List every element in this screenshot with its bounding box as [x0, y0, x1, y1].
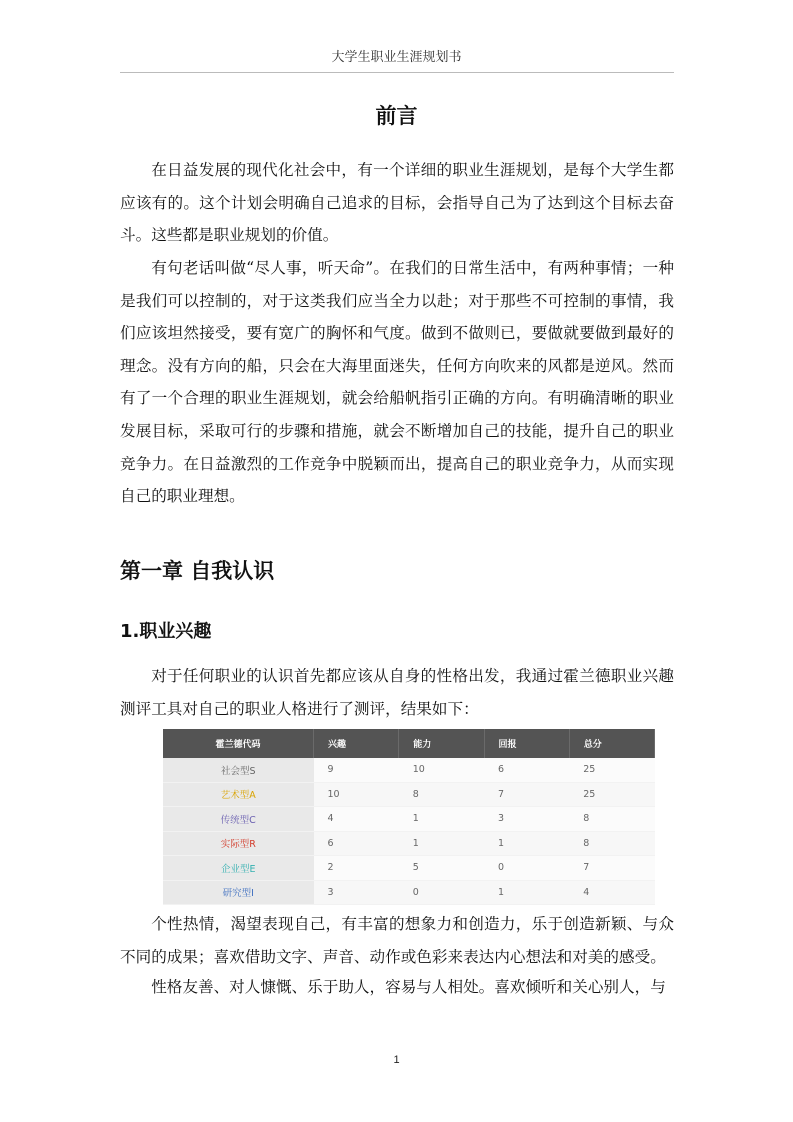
header-cell-reward: 回报 — [484, 729, 569, 758]
header-cell-ability: 能力 — [399, 729, 484, 758]
type-cell: 研究型I — [163, 880, 314, 905]
interest-cell: 2 — [314, 856, 399, 881]
preface-title: 前言 — [375, 103, 418, 128]
ability-cell: 1 — [399, 831, 484, 856]
chapter-title: 第一章 自我认识 — [120, 559, 275, 583]
section-paragraph-artistic: 个性热情，渴望表现自己，有丰富的想象力和创造力，乐于创造新颖、与众不同的成果；喜欢借助文字、声音、动作或色彩来表达内心想法和对美的感受。 — [120, 915, 674, 966]
type-cell: 传统型C — [163, 807, 314, 832]
ability-cell: 1 — [399, 807, 484, 832]
header-cell-interest: 兴趣 — [314, 729, 399, 758]
interest-cell: 3 — [314, 880, 399, 905]
type-cell: 实际型R — [163, 831, 314, 856]
total-cell: 8 — [569, 831, 654, 856]
section-paragraph-social: 性格友善、对人慷慨、乐于助人，容易与人相处。喜欢倾听和关心别人，与 — [151, 978, 666, 996]
type-cell: 企业型E — [163, 856, 314, 881]
type-cell: 社会型S — [163, 758, 314, 782]
table-row — [163, 782, 655, 807]
total-cell: 7 — [569, 856, 654, 881]
ability-cell: 5 — [399, 856, 484, 881]
preface-paragraph-1: 在日益发展的现代化社会中，有一个详细的职业生涯规划，是每个大学生都应该有的。这个计划会明确自己追求的目标，会指导自己为了达到这个目标去奋斗。这些都是职业规划的价值。 — [120, 161, 674, 245]
table-header-row — [163, 729, 655, 758]
preface-paragraph-2: 有句老话叫做“尽人事，听天命”。在我们的日常生活中，有两种事情；一种是我们可以控制的，对于这类我们应当全力以赴；对于那些不可控制的事情，我们应该坦然接受，要有宽广的胸怀和气度。做到不做则已，要做就要做到最好的理念。没有方向的船，只会在大海里面迷失，任何方向吹来的风都是逆风。然而有了一个合理的职业生涯规划，就会给船帆指引正确的方向。有明确清晰的职业发展目标，采取可行的步骤和措施，就会不断增加自己的技能，提升自己的职业竞争力。在日益激烈的工作竞争中脱颖而出，提高自己的职业竞争力，从而实现自己的职业理想。 — [120, 259, 674, 506]
header-cell-total: 总分 — [569, 729, 654, 758]
header-rule — [120, 72, 674, 73]
table-row — [163, 880, 655, 905]
table-row — [163, 807, 655, 832]
section-title: 1.职业兴趣 — [120, 621, 212, 642]
ability-cell: 10 — [399, 758, 484, 782]
table-row — [163, 856, 655, 881]
reward-cell: 7 — [484, 782, 569, 807]
ability-cell: 0 — [399, 880, 484, 905]
reward-cell: 3 — [484, 807, 569, 832]
section-intro-paragraph: 对于任何职业的认识首先都应该从自身的性格出发，我通过霍兰德职业兴趣测评工具对自己的职业人格进行了测评，结果如下： — [120, 667, 674, 718]
reward-cell: 1 — [484, 831, 569, 856]
header-cell-code: 霍兰德代码 — [163, 729, 314, 758]
reward-cell: 0 — [484, 856, 569, 881]
page-header: 大学生职业生涯规划书 — [331, 50, 462, 65]
holland-score-table — [163, 729, 655, 905]
interest-cell: 9 — [314, 758, 399, 782]
interest-cell: 4 — [314, 807, 399, 832]
interest-cell: 10 — [314, 782, 399, 807]
reward-cell: 1 — [484, 880, 569, 905]
ability-cell: 8 — [399, 782, 484, 807]
total-cell: 8 — [569, 807, 654, 832]
total-cell: 25 — [569, 758, 654, 782]
total-cell: 4 — [569, 880, 654, 905]
total-cell: 25 — [569, 782, 654, 807]
page-number: 1 — [393, 1054, 400, 1066]
interest-cell: 6 — [314, 831, 399, 856]
table-row — [163, 758, 655, 782]
type-cell: 艺术型A — [163, 782, 314, 807]
reward-cell: 6 — [484, 758, 569, 782]
table-row — [163, 831, 655, 856]
